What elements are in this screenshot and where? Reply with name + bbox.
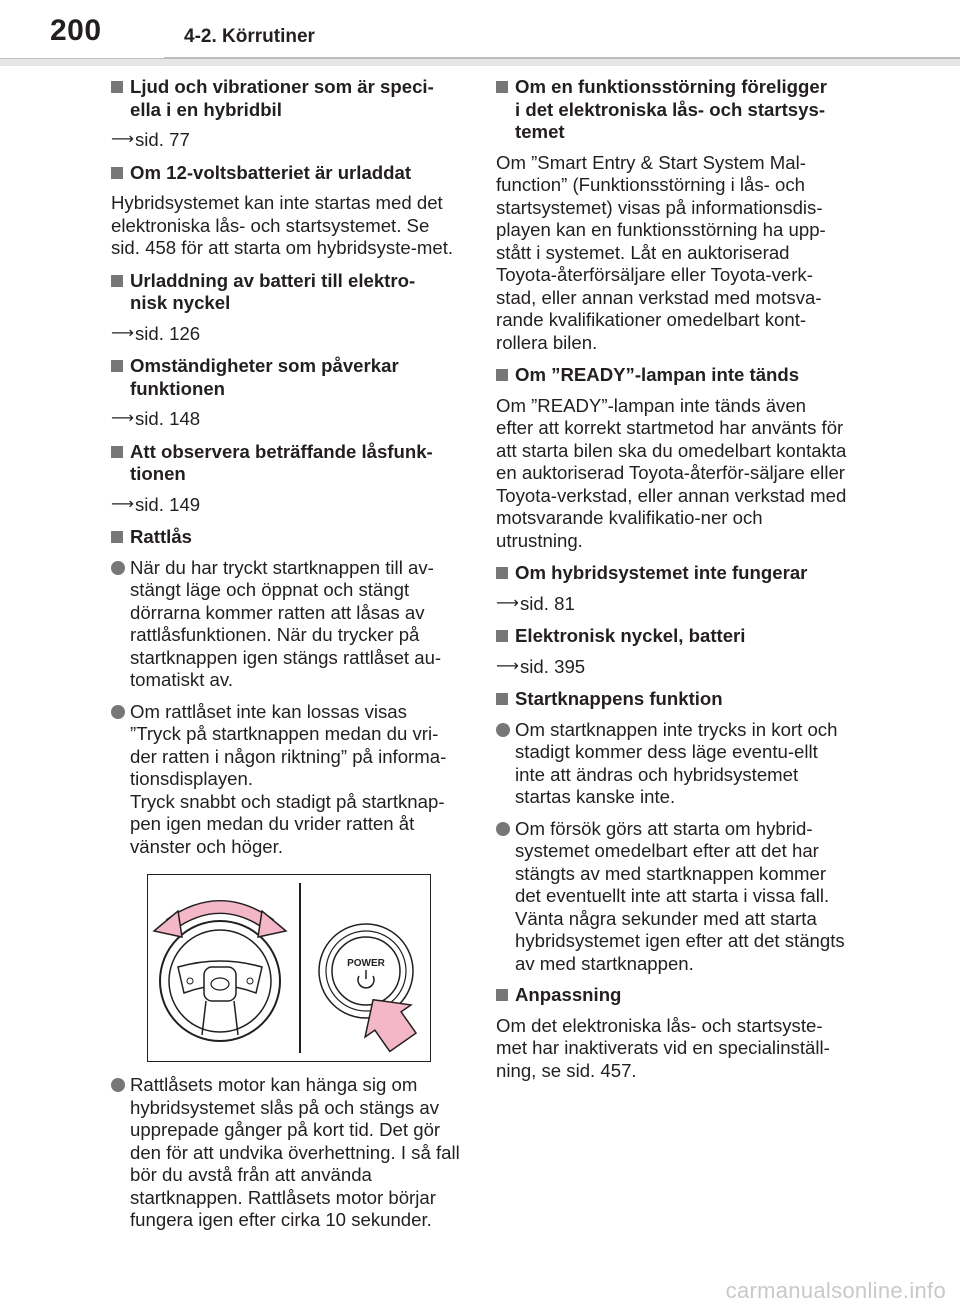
arrow-right-icon: ⟶ (111, 324, 134, 342)
bullet-text: Rattlåsets motor kan hänga sig om hybridsystemet slås på och stängs av upprepade gånger på kort tid. Det gör den för att undvika överhettning. I så fall bör du avstå från att använda startknappen. Rattlåsets motor börjar fungera igen efter cirka 10 sekunder. (130, 1074, 460, 1230)
paragraph: Om det elektroniska lås- och startsyste-met har inaktiverats vid en specialinställ-ning, se sid. 457. (496, 1014, 830, 1081)
square-bullet-icon (496, 567, 508, 579)
square-bullet-icon (111, 531, 123, 543)
heading-customization (496, 984, 848, 1007)
heading-noise-vibration (111, 76, 463, 121)
left-column (111, 76, 463, 1241)
heading-text: Elektronisk nyckel, batteri (515, 625, 746, 646)
bullet-item (111, 557, 463, 692)
steering-wheel-power-button-figure (148, 875, 430, 1061)
square-bullet-icon (111, 167, 123, 179)
heading-start-button-function (496, 688, 848, 711)
bullet-item (111, 701, 463, 859)
steering-lock-illustration (147, 874, 431, 1062)
square-bullet-icon (111, 275, 123, 287)
reference-text: sid. 77 (135, 129, 190, 150)
bullet-text: Om startknappen inte trycks in kort och stadigt kommer dess läge eventu-ellt inte att ändras och hybridsystemet startas kanske inte. (515, 718, 838, 807)
steering-wheel-icon (160, 921, 280, 1041)
heading-text: Omständigheter som påverkar funktionen (130, 355, 399, 399)
heading-key-battery-discharge (111, 270, 463, 315)
bullet-text: Om rattlåset inte kan lossas visas ”Tryck på startknappen medan du vri-der ratten i någon riktning” på informa-tionsdisplayen. (130, 700, 447, 789)
bullet-item (111, 1074, 463, 1232)
page-number-box (0, 0, 164, 58)
paragraph: Om ”Smart Entry & Start System Mal-function” (Funktionsstörning i lås- och startsystemet) visas på informationsdis-playen kan en funktionsstörning ha upp-stått i systemet. Låt en auktoriserad Toyota-återförsäljare eller Toyota-verk-stad, eller annan verkstad med motsva-rande kvalifikationer omedelbart kont-rollera bilen. (496, 151, 826, 353)
header-rule (0, 58, 960, 66)
heading-text: Startknappens funktion (515, 688, 723, 709)
heading-hybrid-not-working (496, 562, 848, 585)
reference-text: sid. 126 (135, 322, 201, 344)
reference-text: sid. 149 (135, 493, 201, 515)
square-bullet-icon (496, 369, 508, 381)
page-number: 200 (50, 14, 102, 47)
square-bullet-icon (496, 81, 508, 93)
circle-bullet-icon (496, 723, 510, 737)
page-reference (111, 494, 463, 517)
arrow-right-icon: ⟶ (111, 131, 134, 148)
heading-text: Om hybridsystemet inte fungerar (515, 562, 808, 583)
heading-key-battery (496, 625, 848, 648)
heading-text: Att observera beträffande låsfunk- tionen (130, 440, 433, 484)
heading-circumstances (111, 355, 463, 400)
bullet-text-continued: Tryck snabbt och stadigt på startknap-pen igen medan du vrider ratten åt vänster och höger. (130, 790, 445, 857)
paragraph: Om ”READY”-lampan inte tänds även efter att korrekt startmetod har använts för att starta bilen ska du omedelbart kontakta en auktoriserad Toyota-återför-säljare eller Toyota-verkstad, eller annan verkstad med motsvarande kvalifikatio-ner och utrustning. (496, 394, 847, 551)
bullet-text: Om försök görs att starta om hybrid-systemet omedelbart efter att det har stängts av med startknappen kommer det eventuellt inte att starta i vissa fall. Vänta några sekunder med att starta hybridsystemet igen efter att det stängts av med startknappen. (515, 817, 845, 974)
square-bullet-icon (111, 360, 123, 372)
heading-system-malfunction (496, 76, 848, 144)
heading-text: Om ”READY”-lampan inte tänds (515, 364, 800, 385)
square-bullet-icon (496, 630, 508, 642)
reference-text: sid. 81 (520, 592, 575, 614)
square-bullet-icon (496, 693, 508, 705)
arrow-right-icon: ⟶ (111, 410, 134, 427)
heading-lock-function-notes (111, 441, 463, 486)
arrow-right-icon: ⟶ (496, 657, 519, 675)
page-reference (496, 656, 848, 679)
square-bullet-icon (111, 81, 123, 93)
heading-text: Urladdning av batteri till elektro- nisk nyckel (130, 269, 416, 313)
circle-bullet-icon (111, 705, 125, 719)
bullet-text: När du har tryckt startknappen till av-stängt läge och öppnat och stängt dörrarna kommer ratten att låsas av rattlåsfunktionen. När du trycker på startknappen igen stängs rattlåset au-tomatiskt av. (130, 556, 442, 690)
page-reference (496, 593, 848, 616)
watermark: carmanualsonline.info (725, 1278, 946, 1303)
circle-bullet-icon (111, 561, 125, 575)
heading-ready-lamp (496, 364, 848, 387)
arrow-right-icon: ⟶ (111, 495, 134, 513)
page-reference (111, 408, 463, 431)
heading-text: Rattlås (130, 526, 193, 547)
page-reference (111, 129, 463, 152)
bullet-item (496, 719, 848, 809)
heading-text: Anpassning (515, 984, 622, 1005)
circle-bullet-icon (496, 822, 510, 836)
arrow-right-icon: ⟶ (496, 594, 519, 612)
heading-text: Ljud och vibrationer som är speci- ella i en hybridbil (130, 76, 434, 120)
reference-text: sid. 148 (135, 408, 201, 429)
square-bullet-icon (496, 989, 508, 1001)
heading-12v-battery (111, 162, 463, 185)
heading-text: Om en funktionsstörning föreligger i det elektroniska lås- och startsys- temet (515, 76, 827, 142)
page-reference (111, 323, 463, 346)
page-header (0, 0, 960, 66)
power-label: POWER (347, 958, 385, 969)
heading-text: Om 12-voltsbatteriet är urladdat (130, 161, 412, 183)
heading-steering-lock (111, 526, 463, 549)
reference-text: sid. 395 (520, 655, 586, 677)
square-bullet-icon (111, 446, 123, 458)
paragraph: Hybridsystemet kan inte startas med det elektroniska lås- och startsystemet. Se sid. 458 för att starta om hybridsyste-met. (111, 192, 454, 258)
circle-bullet-icon (111, 1078, 125, 1092)
right-column (496, 76, 848, 1092)
bullet-item (496, 818, 848, 976)
section-title: 4-2. Körrutiner (184, 26, 315, 47)
